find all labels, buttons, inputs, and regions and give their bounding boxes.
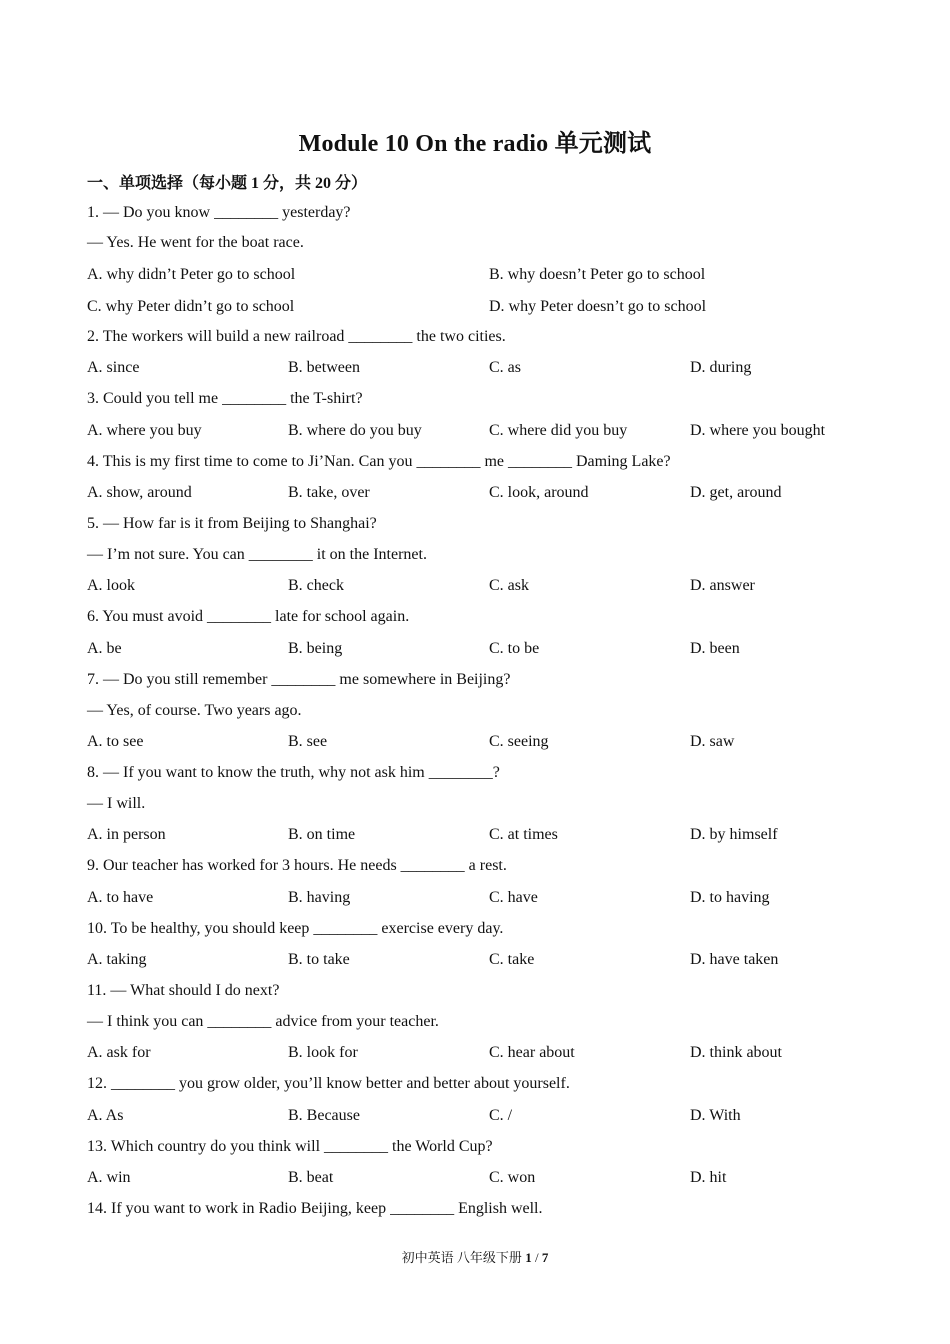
answer-option-d: D. been [690,640,740,657]
question-stem: 7. — Do you still remember ________ me somewhere in Beijing? [87,671,511,688]
answer-option-a: A. ask for [87,1044,151,1061]
answer-option-a: A. to have [87,889,154,906]
question-stem: 9. Our teacher has worked for 3 hours. He needs ________ a rest. [87,857,507,874]
answer-option-a: A. win [87,1169,131,1186]
question-stem: 1. — Do you know ________ yesterday? [87,204,351,221]
answer-option-c: C. hear about [489,1044,575,1061]
answer-option-c: C. ask [489,577,529,594]
page-title: Module 10 On the radio 单元测试 [298,131,652,157]
answer-option-c: C. to be [489,640,540,657]
answer-option-b: B. why doesn’t Peter go to school [489,266,706,283]
answer-option-c: C. where did you buy [489,422,628,439]
page-footer [0,1247,950,1266]
question-stem: 11. — What should I do next? [87,982,280,999]
answer-option-b: B. beat [288,1169,334,1186]
answer-option-b: B. to take [288,951,350,968]
answer-option-c: C. at times [489,826,558,843]
answer-option-a: A. to see [87,733,144,750]
question-stem: 10. To be healthy, you should keep ________ exercise every day. [87,920,504,937]
answer-option-b: B. take, over [288,484,370,501]
question-dialogue-line: — Yes. He went for the boat race. [87,234,304,251]
question-stem: 13. Which country do you think will ________ the World Cup? [87,1138,493,1155]
answer-option-d: D. by himself [690,826,778,843]
answer-option-a: A. As [87,1107,124,1124]
answer-option-d: D. get, around [690,484,782,501]
question-dialogue-line: — I will. [87,795,146,812]
footer-separator: / [531,1250,542,1265]
question-dialogue-line: — I’m not sure. You can ________ it on the Internet. [87,546,427,563]
question-stem: 5. — How far is it from Beijing to Shanghai? [87,515,377,532]
answer-option-c: C. look, around [489,484,589,501]
question-dialogue-line: — Yes, of course. Two years ago. [87,702,302,719]
answer-option-b: B. on time [288,826,356,843]
section-heading: 一、单项选择（每小题 1 分，共 20 分） [87,175,368,192]
footer-page-number: 1 [525,1250,532,1265]
answer-option-c: C. / [489,1107,513,1124]
footer-label: 初中英语 八年级下册 [401,1250,526,1265]
answer-option-c: C. seeing [489,733,549,750]
answer-option-b: B. between [288,359,360,376]
answer-option-c: C. take [489,951,535,968]
answer-option-b: B. see [288,733,328,750]
answer-option-d: D. to having [690,889,770,906]
answer-option-d: D. saw [690,733,735,750]
answer-option-c: C. as [489,359,521,376]
answer-option-a: A. why didn’t Peter go to school [87,266,296,283]
question-stem: 14. If you want to work in Radio Beijing, keep ________ English well. [87,1200,543,1217]
answer-option-d: D. hit [690,1169,727,1186]
question-dialogue-line: — I think you can ________ advice from your teacher. [87,1013,439,1030]
answer-option-b: B. being [288,640,343,657]
question-stem: 8. — If you want to know the truth, why not ask him ________? [87,764,500,781]
answer-option-d: D. With [690,1107,741,1124]
question-stem: 4. This is my first time to come to Ji’Nan. Can you ________ me ________ Daming Lake? [87,453,671,470]
answer-option-a: A. show, around [87,484,192,501]
footer-page-total: 7 [541,1250,549,1265]
answer-option-d: D. during [690,359,752,376]
answer-option-c: C. have [489,889,538,906]
answer-option-b: B. check [288,577,344,594]
answer-option-d: D. think about [690,1044,782,1061]
answer-option-b: B. Because [288,1107,360,1124]
answer-option-a: A. where you buy [87,422,202,439]
answer-option-c: C. why Peter didn’t go to school [87,298,295,315]
answer-option-a: A. taking [87,951,147,968]
question-stem: 2. The workers will build a new railroad ________ the two cities. [87,328,506,345]
answer-option-d: D. answer [690,577,755,594]
answer-option-b: B. where do you buy [288,422,422,439]
answer-option-c: C. won [489,1169,536,1186]
answer-option-a: A. in person [87,826,166,843]
answer-option-b: B. look for [288,1044,358,1061]
answer-option-a: A. look [87,577,135,594]
answer-option-d: D. where you bought [690,422,826,439]
answer-option-d: D. why Peter doesn’t go to school [489,298,707,315]
question-stem: 3. Could you tell me ________ the T-shirt? [87,390,363,407]
answer-option-a: A. since [87,359,140,376]
answer-option-b: B. having [288,889,351,906]
question-stem: 12. ________ you grow older, you’ll know better and better about yourself. [87,1075,570,1092]
answer-option-a: A. be [87,640,122,657]
answer-option-d: D. have taken [690,951,779,968]
question-stem: 6. You must avoid ________ late for school again. [87,608,410,625]
